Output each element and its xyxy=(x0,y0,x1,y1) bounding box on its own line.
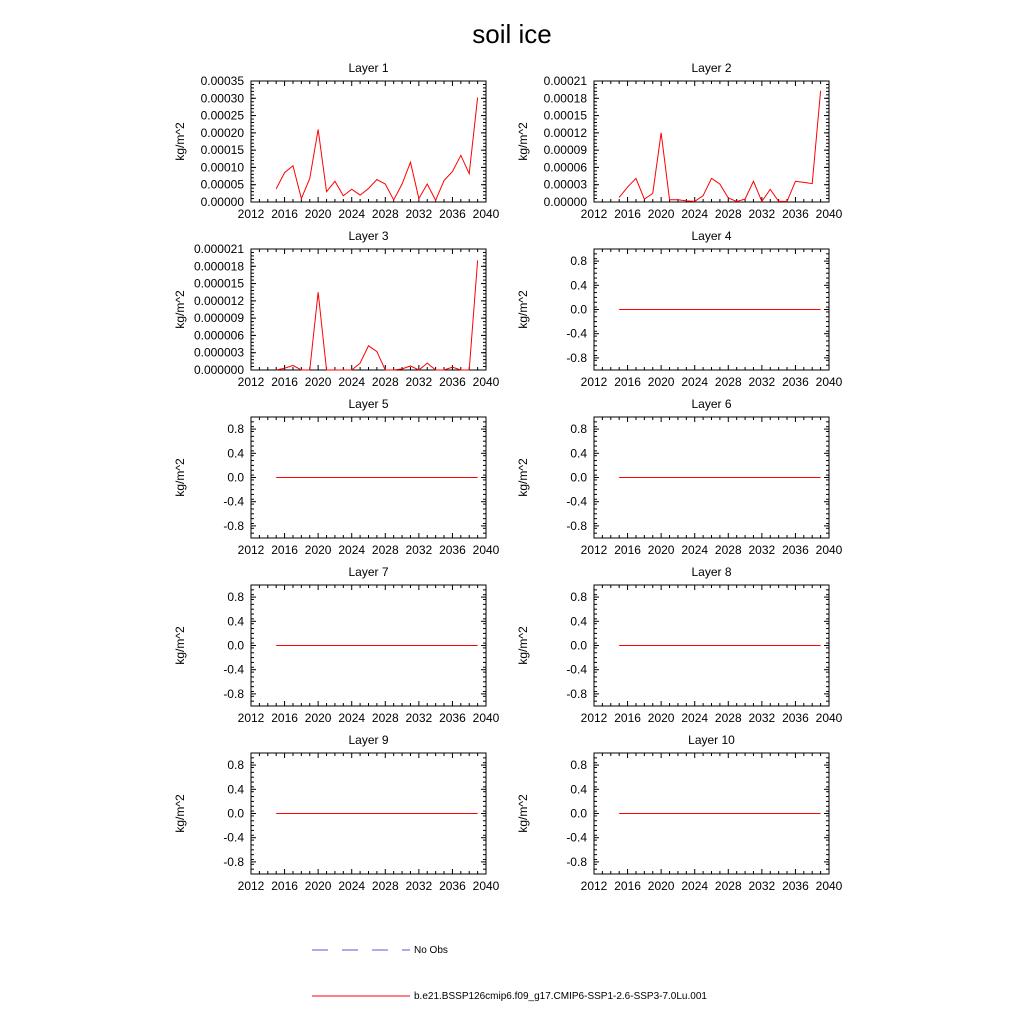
x-tick-label: 2040 xyxy=(472,711,500,725)
panel-layer-7 xyxy=(173,565,500,725)
y-tick-label: 0.000003 xyxy=(193,345,244,360)
series-line-layer-1 xyxy=(276,98,477,201)
y-tick-label: 0.000021 xyxy=(193,242,244,256)
x-tick-label: 2024 xyxy=(338,375,366,389)
panels xyxy=(173,61,843,893)
panel-layer-4 xyxy=(516,229,843,389)
panel-title: Layer 8 xyxy=(691,565,732,579)
x-tick-label: 2020 xyxy=(304,879,332,893)
y-tick-label: -0.8 xyxy=(223,518,244,533)
x-tick-label: 2036 xyxy=(782,375,809,389)
y-tick-label: 0.8 xyxy=(570,758,587,773)
x-tick-label: 2032 xyxy=(405,543,433,557)
legend-label-no-obs: No Obs xyxy=(414,945,448,956)
y-tick-label: -0.8 xyxy=(566,350,587,365)
panel-title: Layer 6 xyxy=(691,397,732,411)
y-axis-label: kg/m^2 xyxy=(516,122,530,161)
x-tick-label: 2032 xyxy=(405,207,433,221)
x-tick-label: 2032 xyxy=(748,375,776,389)
y-tick-label: -0.8 xyxy=(566,854,587,869)
x-tick-label: 2012 xyxy=(237,207,265,221)
plot-frame xyxy=(594,81,829,202)
y-tick-label: 0.0 xyxy=(570,470,587,485)
legend-label-model-run: b.e21.BSSP126cmip6.f09_g17.CMIP6-SSP1-2.6-SSP3-7.0Lu.001 xyxy=(414,991,707,1002)
x-tick-label: 2012 xyxy=(580,207,608,221)
panel-layer-3 xyxy=(173,229,500,389)
y-tick-label: 0.4 xyxy=(227,446,244,461)
panel-layer-6 xyxy=(516,397,843,557)
legend-item-no-obs xyxy=(312,945,448,956)
x-tick-label: 2028 xyxy=(714,879,742,893)
x-tick-label: 2024 xyxy=(681,711,709,725)
y-tick-label: 0.000009 xyxy=(193,311,244,326)
x-tick-label: 2032 xyxy=(748,711,776,725)
y-tick-label: 0.4 xyxy=(570,278,587,293)
x-tick-label: 2028 xyxy=(371,711,399,725)
x-tick-label: 2012 xyxy=(580,879,608,893)
x-tick-label: 2036 xyxy=(782,207,809,221)
x-tick-label: 2012 xyxy=(580,711,608,725)
series-line-layer-2 xyxy=(619,91,820,202)
y-tick-label: -0.8 xyxy=(566,518,587,533)
x-tick-label: 2020 xyxy=(304,375,332,389)
x-tick-label: 2012 xyxy=(580,375,608,389)
y-tick-label: 0.00030 xyxy=(200,91,244,106)
x-tick-label: 2040 xyxy=(472,543,500,557)
figure-title: soil ice xyxy=(472,19,552,49)
y-axis-label: kg/m^2 xyxy=(516,794,530,833)
y-tick-label: 0.00005 xyxy=(200,177,244,192)
x-tick-label: 2028 xyxy=(714,375,742,389)
x-tick-label: 2036 xyxy=(439,711,466,725)
x-tick-label: 2040 xyxy=(472,375,500,389)
y-tick-label: 0.00000 xyxy=(543,195,587,209)
x-tick-label: 2032 xyxy=(405,711,433,725)
panel-layer-10 xyxy=(516,733,843,893)
x-tick-label: 2020 xyxy=(304,711,332,725)
x-tick-label: 2036 xyxy=(439,207,466,221)
x-tick-label: 2028 xyxy=(714,711,742,725)
y-tick-label: 0.000000 xyxy=(193,363,244,377)
x-tick-label: 2024 xyxy=(681,879,709,893)
x-tick-label: 2028 xyxy=(371,375,399,389)
x-tick-label: 2032 xyxy=(405,879,433,893)
y-tick-label: 0.00000 xyxy=(200,195,244,209)
y-tick-label: -0.8 xyxy=(566,686,587,701)
y-tick-label: 0.00015 xyxy=(200,143,244,158)
x-tick-label: 2036 xyxy=(782,543,809,557)
y-tick-label: 0.0 xyxy=(570,638,587,653)
y-tick-label: -0.4 xyxy=(566,830,587,845)
x-tick-label: 2040 xyxy=(815,711,843,725)
y-tick-label: -0.4 xyxy=(566,662,587,677)
y-tick-label: 0.0 xyxy=(570,302,587,317)
x-tick-label: 2016 xyxy=(271,879,298,893)
panel-layer-9 xyxy=(173,733,500,893)
x-tick-label: 2024 xyxy=(338,711,366,725)
y-tick-label: 0.4 xyxy=(570,782,587,797)
x-tick-label: 2028 xyxy=(714,543,742,557)
y-tick-label: 0.4 xyxy=(227,614,244,629)
y-tick-label: 0.00003 xyxy=(543,177,587,192)
x-tick-label: 2036 xyxy=(439,543,466,557)
y-tick-label: 0.00015 xyxy=(543,108,587,123)
legend-item-model-run xyxy=(312,991,707,1002)
x-tick-label: 2016 xyxy=(271,375,298,389)
panel-title: Layer 10 xyxy=(688,733,735,747)
y-tick-label: 0.00020 xyxy=(200,125,244,140)
x-tick-label: 2016 xyxy=(614,375,641,389)
y-axis-label: kg/m^2 xyxy=(516,290,530,329)
panel-layer-8 xyxy=(516,565,843,725)
y-tick-label: 0.00035 xyxy=(200,74,244,88)
x-tick-label: 2028 xyxy=(371,543,399,557)
y-tick-label: 0.00021 xyxy=(543,74,587,88)
plot-frame xyxy=(251,81,486,202)
y-tick-label: 0.8 xyxy=(227,590,244,605)
x-tick-label: 2040 xyxy=(815,375,843,389)
panel-title: Layer 3 xyxy=(348,229,389,243)
y-tick-label: -0.4 xyxy=(223,662,244,677)
x-tick-label: 2036 xyxy=(439,879,466,893)
panel-title: Layer 4 xyxy=(691,229,732,243)
x-tick-label: 2020 xyxy=(304,207,332,221)
x-tick-label: 2020 xyxy=(647,375,675,389)
x-tick-label: 2020 xyxy=(647,207,675,221)
x-tick-label: 2020 xyxy=(647,711,675,725)
x-tick-label: 2020 xyxy=(304,543,332,557)
x-tick-label: 2016 xyxy=(271,711,298,725)
panel-title: Layer 5 xyxy=(348,397,389,411)
y-tick-label: 0.4 xyxy=(570,614,587,629)
y-tick-label: 0.00012 xyxy=(543,125,587,140)
x-tick-label: 2016 xyxy=(271,543,298,557)
x-tick-label: 2024 xyxy=(681,207,709,221)
x-tick-label: 2024 xyxy=(338,207,366,221)
x-tick-label: 2032 xyxy=(405,375,433,389)
y-axis-label: kg/m^2 xyxy=(516,458,530,497)
x-tick-label: 2036 xyxy=(439,375,466,389)
x-tick-label: 2016 xyxy=(614,543,641,557)
y-tick-label: 0.0 xyxy=(570,806,587,821)
y-tick-label: 0.000006 xyxy=(193,328,244,343)
panel-title: Layer 1 xyxy=(348,61,389,75)
y-tick-label: 0.8 xyxy=(570,590,587,605)
y-tick-label: -0.8 xyxy=(223,686,244,701)
y-tick-label: 0.00009 xyxy=(543,143,587,158)
x-tick-label: 2040 xyxy=(815,879,843,893)
y-tick-label: 0.8 xyxy=(570,422,587,437)
y-tick-label: 0.8 xyxy=(570,254,587,269)
x-tick-label: 2028 xyxy=(371,207,399,221)
y-axis-label: kg/m^2 xyxy=(173,122,187,161)
x-tick-label: 2032 xyxy=(748,543,776,557)
panel-layer-2 xyxy=(516,61,843,221)
x-tick-label: 2020 xyxy=(647,543,675,557)
x-tick-label: 2024 xyxy=(681,543,709,557)
x-tick-label: 2012 xyxy=(580,543,608,557)
x-tick-label: 2016 xyxy=(614,711,641,725)
y-tick-label: 0.000018 xyxy=(193,259,244,274)
y-tick-label: 0.4 xyxy=(570,446,587,461)
y-tick-label: 0.000015 xyxy=(193,276,244,291)
y-axis-label: kg/m^2 xyxy=(173,290,187,329)
panel-title: Layer 2 xyxy=(691,61,732,75)
panel-title: Layer 9 xyxy=(348,733,389,747)
y-tick-label: 0.0 xyxy=(227,638,244,653)
y-tick-label: 0.00018 xyxy=(543,91,587,106)
y-tick-label: 0.8 xyxy=(227,758,244,773)
y-axis-label: kg/m^2 xyxy=(516,626,530,665)
x-tick-label: 2012 xyxy=(237,879,265,893)
x-tick-label: 2012 xyxy=(237,375,265,389)
y-axis-label: kg/m^2 xyxy=(173,794,187,833)
y-tick-label: -0.4 xyxy=(566,494,587,509)
x-tick-label: 2032 xyxy=(748,879,776,893)
x-tick-label: 2016 xyxy=(614,879,641,893)
y-tick-label: 0.4 xyxy=(227,782,244,797)
y-axis-label: kg/m^2 xyxy=(173,626,187,665)
x-tick-label: 2036 xyxy=(782,879,809,893)
x-tick-label: 2028 xyxy=(371,879,399,893)
x-tick-label: 2012 xyxy=(237,543,265,557)
x-tick-label: 2012 xyxy=(237,711,265,725)
x-tick-label: 2040 xyxy=(815,543,843,557)
series-line-layer-3 xyxy=(276,261,477,370)
panel-layer-1 xyxy=(173,61,500,221)
panel-title: Layer 7 xyxy=(348,565,389,579)
y-tick-label: 0.8 xyxy=(227,422,244,437)
y-tick-label: 0.0 xyxy=(227,806,244,821)
x-tick-label: 2024 xyxy=(681,375,709,389)
y-tick-label: 0.00025 xyxy=(200,108,244,123)
y-tick-label: 0.00006 xyxy=(543,160,587,175)
x-tick-label: 2020 xyxy=(647,879,675,893)
y-tick-label: -0.8 xyxy=(223,854,244,869)
panel-layer-5 xyxy=(173,397,500,557)
y-tick-label: 0.000012 xyxy=(193,293,244,308)
x-tick-label: 2024 xyxy=(338,543,366,557)
y-tick-label: -0.4 xyxy=(566,326,587,341)
x-tick-label: 2028 xyxy=(714,207,742,221)
x-tick-label: 2036 xyxy=(782,711,809,725)
x-tick-label: 2040 xyxy=(472,207,500,221)
plot-frame xyxy=(251,249,486,370)
y-tick-label: -0.4 xyxy=(223,494,244,509)
y-tick-label: 0.00010 xyxy=(200,160,244,175)
x-tick-label: 2024 xyxy=(338,879,366,893)
x-tick-label: 2016 xyxy=(614,207,641,221)
x-tick-label: 2032 xyxy=(748,207,776,221)
y-axis-label: kg/m^2 xyxy=(173,458,187,497)
legend xyxy=(312,945,707,1002)
y-tick-label: -0.4 xyxy=(223,830,244,845)
x-tick-label: 2040 xyxy=(472,879,500,893)
x-tick-label: 2016 xyxy=(271,207,298,221)
x-tick-label: 2040 xyxy=(815,207,843,221)
y-tick-label: 0.0 xyxy=(227,470,244,485)
